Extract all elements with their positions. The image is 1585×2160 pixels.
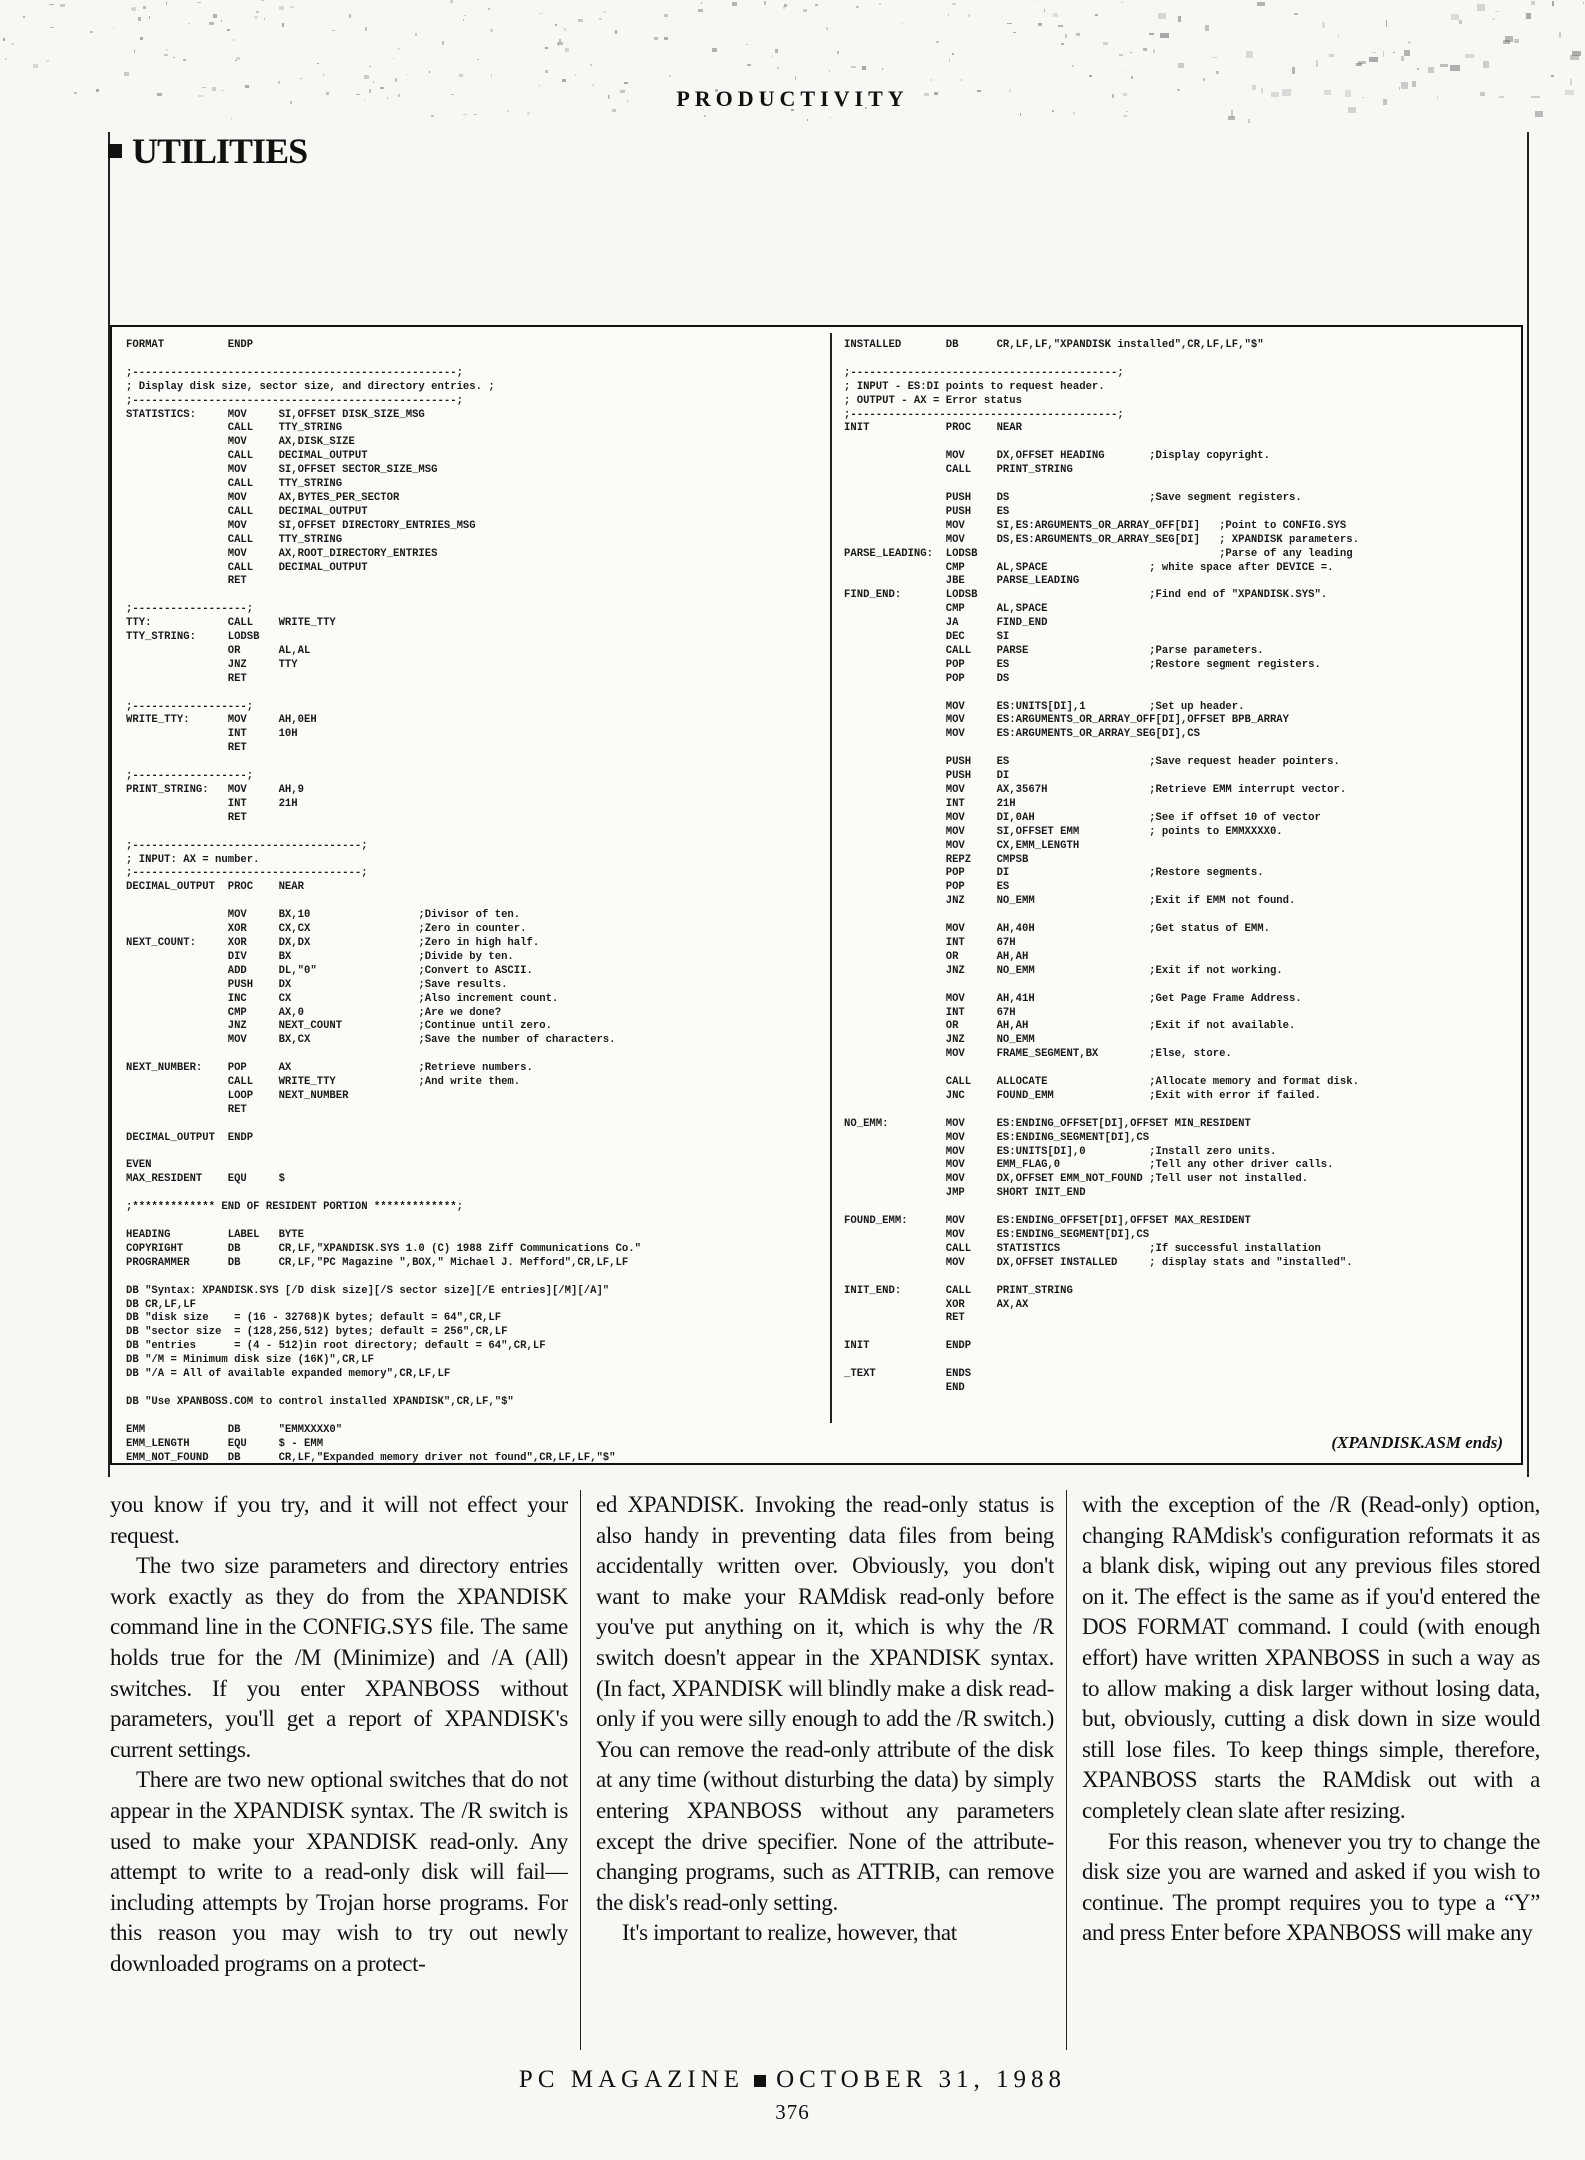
scan-speck xyxy=(1451,14,1458,19)
scan-speck xyxy=(1149,33,1154,35)
scan-speck xyxy=(784,4,787,7)
scan-speck xyxy=(862,66,867,69)
scan-speck xyxy=(961,79,962,81)
scan-speck xyxy=(415,33,417,37)
code-listing-right: INSTALLED DB CR,LF,LF,"XPANDISK installed",CR,LF,LF,"$" ;------------------------------------------; ; INPUT - ES:DI points to request header. ; OUTPUT - AX = Error status ;------------------------------------------; INIT PROC NEAR MOV DX,OFFSET HEADING ;Display copyright. CALL PRINT_STRING PUSH DS ;Save segment registers. PUSH ES MOV SI,ES:ARGUMENTS_OR_ARRAY_OFF[DI] ;Point to CONFIG.SYS MOV DS,ES:ARGUMENTS_OR_ARRAY_SEG[DI] ; XPANDISK parameters. PARSE_LEADING: LODSB ;Parse of any leading CMP AL,SPACE ; white space after DEVICE =. JBE PARSE_LEADING FIND_END: LODSB ;Find end of "XPANDISK.SYS". CMP AL,SPACE JA FIND_END DEC SI CALL PARSE ;Parse parameters. POP ES ;Restore segment registers. POP DS MOV ES:UNITS[DI],1 ;Set up header. MOV ES:ARGUMENTS_OR_ARRAY_OFF[DI],OFFSET BPB_ARRAY MOV ES:ARGUMENTS_OR_ARRAY_SEG[DI],CS PUSH ES ;Save request header pointers. PUSH DI MOV AX,3567H ;Retrieve EMM interrupt vector. INT 21H MOV DI,0AH ;See if offset 10 of vector MOV SI,OFFSET EMM ; points to EMMXXXX0. MOV CX,EMM_LENGTH REPZ CMPSB POP DI ;Restore segments. POP ES JNZ NO_EMM ;Exit if EMM not found. MOV AH,40H ;Get status of EMM. INT 67H OR AH,AH JNZ NO_EMM ;Exit if not working. MOV AH,41H ;Get Page Frame Address. INT 67H OR AH,AH ;Exit if not available. JNZ NO_EMM MOV FRAME_SEGMENT,BX ;Else, store. CALL ALLOCATE ;Allocate memory and format disk. JNC FOUND_EMM ;Exit with error if failed. NO_EMM: MOV ES:ENDING_OFFSET[DI],OFFSET MIN_RESIDENT MOV ES:ENDING_SEGMENT[DI],CS MOV ES:UNITS[DI],0 ;Install zero units. MOV EMM_FLAG,0 ;Tell any other driver calls. MOV DX,OFFSET EMM_NOT_FOUND ;Tell user not installed. JMP SHORT INIT_END FOUND_EMM: MOV ES:ENDING_OFFSET[DI],OFFSET MAX_RESIDENT MOV ES:ENDING_SEGMENT[DI],CS CALL STATISTICS ;If successful installation MOV DX,OFFSET INSTALLED ; display stats and "installed". INIT_END: CALL PRINT_STRING XOR AX,AX RET INIT ENDP _TEXT ENDS END xyxy=(844,339,1359,1394)
scan-speck xyxy=(290,6,295,7)
scan-speck xyxy=(1130,52,1132,53)
scan-speck xyxy=(664,14,667,17)
scan-speck xyxy=(1178,63,1184,68)
column-rule xyxy=(580,1490,581,2050)
scan-speck xyxy=(134,50,135,53)
scan-speck xyxy=(1450,65,1460,70)
paragraph: There are two new optional switches that do not appear in the XPANDISK syntax. The /R switch is used to make your XPANDISK read-only. Any attempt to write to a read-only disk will fail—including attempts by Trojan horse programs. For this reason you may wish to try out newly downloaded programs on a protect- xyxy=(110,1767,568,1976)
scan-speck xyxy=(1483,61,1489,67)
scan-speck xyxy=(1020,113,1021,116)
scan-speck xyxy=(1316,60,1318,67)
paragraph: you know if you try, and it will not effect your request. xyxy=(110,1492,568,1548)
scan-speck xyxy=(1143,48,1147,51)
scan-speck xyxy=(349,14,351,18)
scan-speck xyxy=(1203,78,1205,80)
scan-speck xyxy=(1401,56,1404,61)
scan-speck xyxy=(772,55,773,58)
scan-speck xyxy=(826,27,827,31)
code-column-divider xyxy=(830,333,832,1423)
scan-speck xyxy=(474,114,477,115)
scan-speck xyxy=(1131,76,1133,79)
scan-speck xyxy=(490,29,493,32)
scan-speck xyxy=(1160,33,1169,38)
page-number: 376 xyxy=(775,2100,810,2124)
scan-speck xyxy=(698,9,703,12)
scan-speck xyxy=(936,41,940,42)
scan-speck xyxy=(1404,50,1409,56)
scan-speck xyxy=(952,53,955,56)
scan-speck xyxy=(1417,68,1419,70)
scan-speck xyxy=(209,22,213,26)
scan-speck xyxy=(1551,75,1554,78)
scan-speck xyxy=(1073,112,1075,115)
scan-speck xyxy=(282,23,284,27)
scan-speck xyxy=(1122,71,1123,73)
scan-speck xyxy=(669,75,671,77)
scan-speck xyxy=(624,82,628,84)
page-title xyxy=(108,130,307,172)
scan-speck xyxy=(488,8,489,10)
scan-speck xyxy=(138,17,141,21)
scan-speck xyxy=(664,37,668,40)
scan-speck xyxy=(143,6,146,9)
scan-speck xyxy=(395,78,397,82)
article-column-1 xyxy=(110,1490,568,2050)
listing-caption: (XPANDISK.ASM ends) xyxy=(1331,1433,1503,1452)
scan-speck xyxy=(1503,40,1510,45)
scan-speck xyxy=(132,7,137,11)
scan-speck xyxy=(1228,116,1234,120)
scan-speck xyxy=(1257,2,1265,6)
scan-speck xyxy=(1322,22,1325,28)
scan-speck xyxy=(323,74,324,76)
scan-speck xyxy=(1535,111,1544,117)
scan-speck xyxy=(300,78,302,79)
scan-speck xyxy=(233,39,234,41)
scan-speck xyxy=(1356,63,1362,65)
scan-speck xyxy=(565,48,569,52)
scan-speck xyxy=(704,115,706,117)
scan-speck xyxy=(539,13,543,15)
scan-speck xyxy=(1459,20,1462,24)
paragraph: The two size parameters and directory entries work exactly as they do from the XPANDISK command line in the CONFIG.SYS file. The same holds true for the /M (Minimize) and /A (All) switches. If you enter XPANBOSS without parameters, you'll get a report of XPANDISK's current settings. xyxy=(110,1553,568,1762)
scan-speck xyxy=(278,81,280,84)
scan-speck xyxy=(1072,65,1074,67)
scan-speck xyxy=(747,64,751,65)
scan-speck xyxy=(166,2,168,5)
scan-speck xyxy=(477,59,479,60)
scan-speck xyxy=(555,24,557,27)
scan-speck xyxy=(1058,25,1063,27)
scan-speck xyxy=(902,22,903,24)
scan-speck xyxy=(882,68,883,70)
scan-speck xyxy=(332,30,335,32)
scan-speck xyxy=(1158,13,1166,19)
paragraph: For this reason, whenever you try to change the disk size you are warned and asked if you wish to continue. The prompt requires you to type a “Y” and press Enter before XPANBOSS will make any xyxy=(1082,1828,1540,1946)
scan-speck xyxy=(113,27,115,30)
magazine-name: PC MAGAZINE xyxy=(518,2066,745,2093)
scan-speck xyxy=(1119,54,1123,56)
scan-speck xyxy=(764,1,766,4)
scan-speck xyxy=(261,0,264,1)
scan-speck xyxy=(1103,42,1108,45)
scan-speck xyxy=(166,49,168,51)
scan-speck xyxy=(173,57,176,58)
scan-speck xyxy=(197,2,201,3)
scan-speck xyxy=(124,72,128,76)
scan-speck xyxy=(558,42,563,45)
scan-speck xyxy=(5,58,7,61)
scan-speck xyxy=(615,30,617,34)
scan-speck xyxy=(1559,32,1561,38)
scan-speck xyxy=(527,112,530,116)
scan-speck xyxy=(149,16,150,19)
scan-speck xyxy=(1393,52,1395,54)
scan-speck xyxy=(1124,115,1127,117)
scan-speck xyxy=(829,117,831,118)
scan-speck xyxy=(948,13,949,16)
section-header: PRODUCTIVITY xyxy=(676,86,909,111)
scan-speck xyxy=(459,74,462,76)
scan-speck xyxy=(1495,11,1499,13)
page-footer xyxy=(0,2066,1585,2094)
scan-speck xyxy=(968,14,970,16)
scan-speck xyxy=(407,74,409,75)
scan-speck xyxy=(235,60,237,62)
scan-speck xyxy=(856,6,859,7)
code-listing xyxy=(110,325,1523,1465)
paragraph: ed XPANDISK. Invoking the read-only status is also handy in preventing data files from being accidentally written over. Obviously, you don't want to make your RAMdisk read-only before you've put anything on it, which is why the /R switch doesn't appear in the XPANDISK syntax. (In fact, XPANDISK will blindly make a disk read-only if you were silly enough to add the /R switch.) You can remove the read-only attribute of the disk at any time (without disturbing the data) by simply entering XPANBOSS without any parameters except the drive specifier. None of the attribute-changing programs, such as ATTRIB, can remove the disk's read-only setting. xyxy=(596,1492,1054,1915)
scan-speck xyxy=(1383,51,1384,57)
scan-speck xyxy=(164,54,168,55)
scan-speck xyxy=(279,6,284,10)
scan-speck xyxy=(60,4,65,7)
scan-speck xyxy=(746,44,749,45)
scan-speck xyxy=(1212,57,1218,59)
scan-speck xyxy=(463,19,465,21)
scan-speck xyxy=(11,43,14,45)
scan-speck xyxy=(1477,4,1485,11)
scan-speck xyxy=(264,18,266,20)
scan-speck xyxy=(578,19,583,21)
scan-speck xyxy=(1408,41,1411,44)
scan-speck xyxy=(1038,23,1042,26)
scan-speck xyxy=(1329,54,1334,57)
scan-speck xyxy=(23,16,25,19)
scan-speck xyxy=(140,37,143,40)
scan-speck xyxy=(712,48,716,52)
scan-speck xyxy=(654,37,658,39)
scan-speck xyxy=(365,27,368,31)
scan-speck xyxy=(1369,57,1377,62)
scan-speck xyxy=(1065,34,1067,38)
scan-speck xyxy=(1583,2,1584,4)
scan-speck xyxy=(930,79,933,80)
scan-speck xyxy=(829,70,831,72)
scan-speck xyxy=(50,27,55,28)
scan-speck xyxy=(450,0,453,3)
scan-speck xyxy=(1292,67,1296,73)
code-listing-left: FORMAT ENDP ;---------------------------------------------------; ; Display disk size, sector size, and directory entries. ; ;---------------------------------------------------; STATISTICS: MOV SI,OFFSET DISK_SIZE_MSG CALL TTY_STRING MOV AX,DISK_SIZE CALL DECIMAL_OUTPUT MOV SI,OFFSET SECTOR_SIZE_MSG CALL TTY_STRING MOV AX,BYTES_PER_SECTOR CALL DECIMAL_OUTPUT MOV SI,OFFSET DIRECTORY_ENTRIES_MSG CALL TTY_STRING MOV AX,ROOT_DIRECTORY_ENTRIES CALL DECIMAL_OUTPUT RET ;------------------; TTY: CALL WRITE_TTY TTY_STRING: LODSB OR AL,AL JNZ TTY RET ;------------------; WRITE_TTY: MOV AH,0EH INT 10H RET ;------------------; PRINT_STRING: MOV AH,9 INT 21H RET ;------------------------------------; ; INPUT: AX = number. ;------------------------------------; DECIMAL_OUTPUT PROC NEAR MOV BX,10 ;Divisor of ten. XOR CX,CX ;Zero in counter. NEXT_COUNT: XOR DX,DX ;Zero in high half. DIV BX ;Divide by ten. ADD DL,"0" ;Convert to ASCII. PUSH DX ;Save results. INC CX ;Also increment count. CMP AX,0 ;Are we done? JNZ NEXT_COUNT ;Continue until zero. MOV BX,CX ;Save the number of characters. NEXT_NUMBER: POP AX ;Retrieve numbers. CALL WRITE_TTY ;And write them. LOOP NEXT_NUMBER RET DECIMAL_OUTPUT ENDP EVEN MAX_RESIDENT EQU $ ;************* END OF RESIDENT PORTION *************; HEADING LABEL BYTE COPYRIGHT DB CR,LF,"XPANDISK.SYS 1.0 (C) 1988 Ziff Communications Co." PROGRAMMER DB CR,LF,"PC Magazine ",BOX," Michael J. Mefford",CR,LF,LF DB "Syntax: XPANDISK.SYS [/D disk size][/S sector size][/E entries][/M][/A]" DB CR,LF,LF DB "disk size = (16 - 32768)K bytes; default = 64",CR,LF DB "sector size = (128,256,512) bytes; default = 256",CR,LF DB "entries = (4 - 512)in root directory; default = 64",CR,LF DB "/M = Minimum disk size (16K)",CR,LF DB "/A = All of available expanded memory",CR,LF,LF DB "Use XPANBOSS.COM to control installed XPANDISK",CR,LF,"$" EMM DB "EMMXXXX0" EMM_LENGTH EQU $ - EMM EMM_NOT_FOUND DB CR,LF,"Expanded memory driver not found",CR,LF,LF,"$" xyxy=(126,339,641,1464)
scan-speck xyxy=(393,58,394,59)
scan-speck xyxy=(1372,52,1376,53)
scan-speck xyxy=(575,74,576,76)
scan-speck xyxy=(188,23,190,24)
scan-speck xyxy=(545,47,548,49)
scan-speck xyxy=(732,2,736,6)
scan-speck xyxy=(1386,20,1387,27)
scan-speck xyxy=(364,75,369,79)
issue-date: OCTOBER 31, 1988 xyxy=(776,2066,1067,2093)
scan-speck xyxy=(254,16,258,19)
scan-speck xyxy=(599,18,601,20)
scan-speck xyxy=(491,74,492,77)
scan-speck xyxy=(545,70,547,74)
scan-speck xyxy=(775,49,778,53)
scan-speck xyxy=(1552,1,1554,6)
scan-speck xyxy=(1089,75,1093,77)
scan-speck xyxy=(1531,1,1536,6)
scan-speck xyxy=(397,48,400,50)
scan-speck xyxy=(429,71,430,73)
scan-speck xyxy=(231,117,232,120)
column-rule xyxy=(1066,1490,1067,2050)
paragraph: It's important to realize, however, that xyxy=(622,1920,957,1946)
scan-speck xyxy=(213,14,217,17)
scan-speck xyxy=(1013,32,1015,33)
scan-speck xyxy=(1205,25,1209,31)
scan-speck xyxy=(373,81,375,84)
scan-speck xyxy=(1428,67,1434,73)
scan-speck xyxy=(463,114,467,115)
scan-speck xyxy=(1121,2,1123,3)
scan-speck xyxy=(49,4,54,6)
scan-speck xyxy=(464,15,465,17)
scan-speck xyxy=(564,28,566,31)
scan-speck xyxy=(807,119,808,121)
paragraph: with the exception of the /R (Read-only) option, changing RAMdisk's configuration reformats it as a blank disk, wiping out any previous files stored on it. The effect is the same as if you'd entered the DOS FORMAT command. I could (with enough effort) have written XPANBOSS in such a way as to allow making a disk larger without losing data, but, obviously, cutting a disk down in size would still lose files. To keep things simple, therefore, XPANBOSS starts the RAMdisk out with a completely clean slate after resizing. xyxy=(1082,1492,1540,1823)
scan-speck xyxy=(1061,43,1064,46)
scan-speck xyxy=(1053,13,1058,17)
scan-speck xyxy=(3,38,5,41)
scan-speck xyxy=(1514,39,1519,43)
scan-speck xyxy=(1526,13,1531,20)
scan-speck xyxy=(442,41,444,44)
scan-speck xyxy=(1153,49,1156,52)
scan-speck xyxy=(1248,119,1250,123)
scan-speck xyxy=(562,79,565,82)
scan-speck xyxy=(431,115,434,117)
scan-speck xyxy=(1095,14,1099,16)
scan-speck xyxy=(1178,16,1181,22)
scan-speck xyxy=(879,3,881,5)
scan-speck xyxy=(795,76,797,80)
scan-speck xyxy=(603,11,606,13)
scan-speck xyxy=(183,59,187,62)
scan-speck xyxy=(1440,64,1448,67)
scan-speck xyxy=(949,59,950,61)
scan-speck xyxy=(1294,13,1298,14)
scan-speck xyxy=(90,31,93,34)
scan-speck xyxy=(1037,1,1038,3)
footer-square-icon xyxy=(754,2075,766,2087)
scan-speck xyxy=(1570,79,1572,84)
scan-speck xyxy=(777,67,778,69)
scan-speck xyxy=(369,66,371,67)
scan-speck xyxy=(1465,54,1474,58)
scan-speck xyxy=(1246,51,1253,57)
scan-speck xyxy=(46,60,49,63)
scan-speck xyxy=(317,63,319,64)
right-rule xyxy=(1527,132,1529,1477)
article-column-3 xyxy=(1082,1490,1540,2050)
page-title-text: UTILITIES xyxy=(132,131,308,171)
scan-speck xyxy=(1216,71,1218,74)
scan-speck xyxy=(33,64,37,68)
scan-speck xyxy=(227,29,230,31)
scan-speck xyxy=(815,4,818,6)
bullet-square-icon xyxy=(108,144,122,158)
article-column-2 xyxy=(596,1490,1054,2050)
scan-speck xyxy=(803,9,808,12)
scan-speck xyxy=(221,20,222,22)
scan-speck xyxy=(1492,18,1496,20)
scan-speck xyxy=(590,64,592,66)
scan-speck xyxy=(1572,51,1581,56)
scan-speck xyxy=(837,51,838,55)
scan-speck xyxy=(1076,33,1080,36)
scan-speck xyxy=(1044,9,1045,12)
scan-speck xyxy=(256,11,259,13)
scan-speck xyxy=(701,2,702,4)
scan-speck xyxy=(1338,34,1339,37)
scan-noise xyxy=(0,0,1585,140)
scan-speck xyxy=(851,66,856,68)
scan-speck xyxy=(1007,23,1012,25)
scan-speck xyxy=(952,3,955,4)
